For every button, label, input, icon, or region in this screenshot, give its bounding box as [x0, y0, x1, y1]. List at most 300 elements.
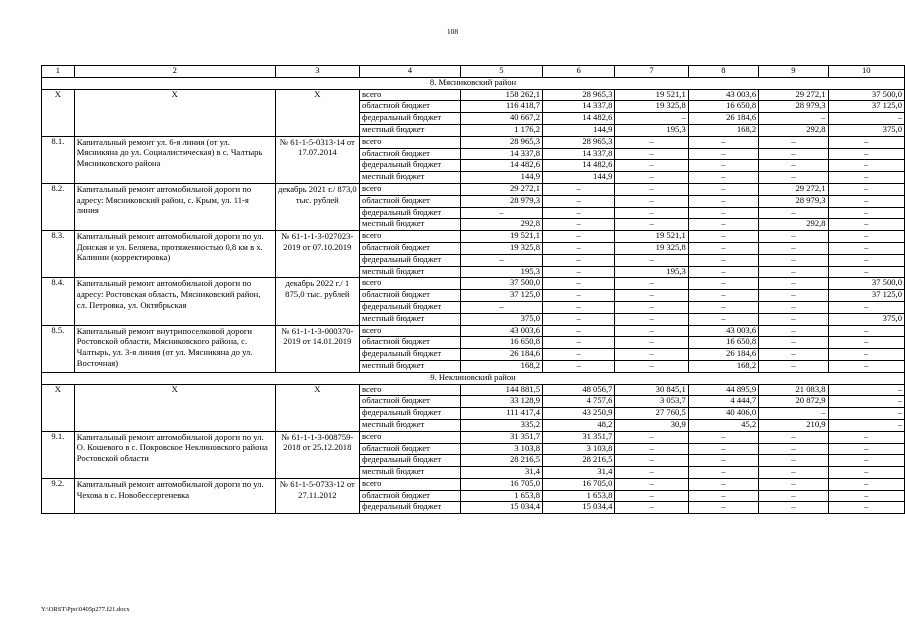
budget-type-cell: федеральный бюджет	[360, 113, 461, 125]
item-row	[42, 478, 905, 490]
amount-cell: –	[688, 278, 758, 290]
district-title: 8. Мясниковский район	[42, 77, 905, 89]
item-number-cell: 9.2.	[42, 478, 75, 513]
item-name-cell: Капитальный ремонт автомобильной дороги по ул. Чехова в с. Новобессергеневка	[74, 478, 275, 513]
amount-cell: –	[615, 290, 688, 302]
amount-cell: –	[615, 313, 688, 325]
table-body	[42, 66, 905, 514]
amount-cell: 37 500,0	[828, 89, 904, 101]
amount-cell: –	[759, 242, 828, 254]
header-cell: 2	[74, 66, 275, 78]
file-path-footer: Y:\ORST\Ppo\0405p277.f21.docx	[41, 606, 130, 613]
district-title-row	[42, 372, 905, 384]
header-cell: 9	[759, 66, 828, 78]
amount-cell: 195,3	[460, 266, 542, 278]
budget-type-cell: всего	[360, 136, 461, 148]
amount-cell: 14 482,6	[543, 160, 615, 172]
amount-cell: –	[615, 467, 688, 479]
amount-cell: –	[460, 254, 542, 266]
amount-cell: –	[828, 301, 904, 313]
amount-cell: –	[543, 290, 615, 302]
amount-cell: 28 965,3	[543, 89, 615, 101]
amount-cell: 1 653,8	[543, 490, 615, 502]
amount-cell: 28 216,5	[460, 455, 542, 467]
amount-cell: –	[759, 148, 828, 160]
amount-cell: 40 406,0	[688, 408, 758, 420]
total-num-cell: Х	[42, 89, 75, 136]
amount-cell: –	[828, 160, 904, 172]
amount-cell: 1 653,8	[460, 490, 542, 502]
district-total-row	[42, 384, 905, 396]
item-number-cell: 9.1.	[42, 431, 75, 478]
amount-cell: 33 128,9	[460, 396, 542, 408]
amount-cell: –	[615, 337, 688, 349]
amount-cell: 26 184,6	[460, 349, 542, 361]
amount-cell: –	[688, 231, 758, 243]
amount-cell: –	[688, 455, 758, 467]
total-name-cell: Х	[74, 89, 275, 136]
amount-cell: –	[828, 242, 904, 254]
amount-cell: 28 216,5	[543, 455, 615, 467]
amount-cell: 43 250,9	[543, 408, 615, 420]
amount-cell: –	[759, 278, 828, 290]
amount-cell: 195,3	[615, 124, 688, 136]
amount-cell: –	[828, 172, 904, 184]
amount-cell: 44 895,9	[688, 384, 758, 396]
total-doc-cell: Х	[275, 89, 359, 136]
amount-cell: 14 482,6	[543, 113, 615, 125]
amount-cell: 19 325,8	[615, 242, 688, 254]
amount-cell: –	[759, 478, 828, 490]
item-name-cell: Капитальный ремонт ул. 6-я линия (от ул. Мясникяна до ул. Социалистическая) в с. Чалтырь Мясниковского района	[74, 136, 275, 183]
amount-cell: 292,8	[759, 219, 828, 231]
budget-type-cell: федеральный бюджет	[360, 502, 461, 514]
amount-cell: –	[543, 207, 615, 219]
amount-cell: –	[615, 325, 688, 337]
amount-cell: 21 083,8	[759, 384, 828, 396]
amount-cell: –	[759, 490, 828, 502]
amount-cell: –	[828, 408, 904, 420]
amount-cell: 29 272,1	[759, 89, 828, 101]
amount-cell: –	[828, 148, 904, 160]
amount-cell: –	[759, 113, 828, 125]
amount-cell: –	[688, 443, 758, 455]
header-cell: 3	[275, 66, 359, 78]
item-row	[42, 136, 905, 148]
amount-cell: –	[828, 113, 904, 125]
item-number-cell: 8.2.	[42, 183, 75, 230]
amount-cell: –	[688, 136, 758, 148]
amount-cell: –	[543, 231, 615, 243]
amount-cell: 144,9	[543, 124, 615, 136]
amount-cell: –	[615, 455, 688, 467]
amount-cell: –	[615, 490, 688, 502]
budget-type-cell: областной бюджет	[360, 443, 461, 455]
amount-cell: –	[828, 136, 904, 148]
amount-cell: –	[688, 301, 758, 313]
district-title: 9. Неклиновский район	[42, 372, 905, 384]
amount-cell: –	[828, 349, 904, 361]
header-cell: 8	[688, 66, 758, 78]
amount-cell: 29 272,1	[759, 183, 828, 195]
amount-cell: 28 979,3	[759, 101, 828, 113]
budget-type-cell: всего	[360, 384, 461, 396]
amount-cell: 19 325,8	[460, 242, 542, 254]
budget-type-cell: федеральный бюджет	[360, 160, 461, 172]
budget-type-cell: областной бюджет	[360, 242, 461, 254]
item-document-cell: декабрь 2021 г./ 873,0 тыс. рублей	[275, 183, 359, 230]
funding-table	[41, 65, 905, 514]
amount-cell: 19 521,1	[615, 89, 688, 101]
total-name-cell: Х	[74, 384, 275, 431]
budget-type-cell: местный бюджет	[360, 360, 461, 372]
amount-cell: 16 650,8	[460, 337, 542, 349]
budget-type-cell: федеральный бюджет	[360, 207, 461, 219]
amount-cell: 37 125,0	[828, 290, 904, 302]
amount-cell: –	[543, 266, 615, 278]
amount-cell: –	[828, 266, 904, 278]
item-row	[42, 325, 905, 337]
item-document-cell: № 61-1-5-0313-14 от 17.07.2014	[275, 136, 359, 183]
amount-cell: –	[759, 431, 828, 443]
amount-cell: –	[759, 455, 828, 467]
amount-cell: –	[615, 207, 688, 219]
item-name-cell: Капитальный ремонт автомобильной дороги по ул. О. Кошевого в с. Покровское Неклиновского района Ростовской области	[74, 431, 275, 478]
amount-cell: 29 272,1	[460, 183, 542, 195]
item-row	[42, 183, 905, 195]
amount-cell: 28 965,3	[460, 136, 542, 148]
header-cell: 5	[460, 66, 542, 78]
district-total-row	[42, 89, 905, 101]
amount-cell: –	[615, 136, 688, 148]
amount-cell: –	[759, 467, 828, 479]
amount-cell: 37 125,0	[828, 101, 904, 113]
amount-cell: –	[615, 278, 688, 290]
amount-cell: 26 184,6	[688, 349, 758, 361]
amount-cell: –	[543, 301, 615, 313]
amount-cell: 27 760,5	[615, 408, 688, 420]
amount-cell: 43 003,6	[688, 325, 758, 337]
amount-cell: 144,9	[543, 172, 615, 184]
amount-cell: 30 845,1	[615, 384, 688, 396]
item-document-cell: № 61-1-1-3-000370-2019 от 14.01.2019	[275, 325, 359, 372]
amount-cell: 195,3	[615, 266, 688, 278]
amount-cell: –	[759, 254, 828, 266]
amount-cell: –	[759, 172, 828, 184]
header-row	[42, 66, 905, 78]
amount-cell: 40 667,2	[460, 113, 542, 125]
item-row	[42, 431, 905, 443]
amount-cell: –	[759, 502, 828, 514]
amount-cell: 31,4	[460, 467, 542, 479]
item-document-cell: декабрь 2022 г./ 1 875,0 тыс. рублей	[275, 278, 359, 325]
amount-cell: 335,2	[460, 419, 542, 431]
budget-type-cell: местный бюджет	[360, 172, 461, 184]
amount-cell: –	[828, 502, 904, 514]
budget-type-cell: всего	[360, 325, 461, 337]
amount-cell: 168,2	[688, 360, 758, 372]
amount-cell: –	[828, 207, 904, 219]
header-cell: 7	[615, 66, 688, 78]
amount-cell: –	[828, 325, 904, 337]
amount-cell: –	[688, 172, 758, 184]
budget-type-cell: всего	[360, 89, 461, 101]
item-name-cell: Капитальный ремонт автомобильной дороги по адресу: Мясниковский район, с. Крым, ул. 11-я линия	[74, 183, 275, 230]
amount-cell: –	[759, 313, 828, 325]
budget-type-cell: всего	[360, 431, 461, 443]
amount-cell: 210,9	[759, 419, 828, 431]
amount-cell: 43 003,6	[688, 89, 758, 101]
amount-cell: –	[688, 266, 758, 278]
amount-cell: 116 418,7	[460, 101, 542, 113]
amount-cell: 31,4	[543, 467, 615, 479]
amount-cell: 1 176,2	[460, 124, 542, 136]
amount-cell: 19 521,1	[460, 231, 542, 243]
amount-cell: –	[828, 467, 904, 479]
amount-cell: –	[759, 290, 828, 302]
amount-cell: –	[828, 195, 904, 207]
item-name-cell: Капитальный ремонт внутрипоселковой дороги Ростовской области, Мясниковского района, с. Чалтырь, ул. 3-я линия (от ул. Мясникяна до ул. Восточная)	[74, 325, 275, 372]
amount-cell: –	[460, 301, 542, 313]
amount-cell: –	[759, 360, 828, 372]
amount-cell: –	[828, 478, 904, 490]
amount-cell: –	[543, 219, 615, 231]
budget-type-cell: федеральный бюджет	[360, 455, 461, 467]
amount-cell: –	[615, 172, 688, 184]
amount-cell: 292,8	[759, 124, 828, 136]
budget-type-cell: всего	[360, 183, 461, 195]
amount-cell: –	[543, 242, 615, 254]
amount-cell: –	[688, 254, 758, 266]
amount-cell: 15 034,4	[460, 502, 542, 514]
amount-cell: –	[615, 113, 688, 125]
total-num-cell: Х	[42, 384, 75, 431]
amount-cell: 37 125,0	[460, 290, 542, 302]
item-number-cell: 8.4.	[42, 278, 75, 325]
amount-cell: –	[688, 148, 758, 160]
total-doc-cell: Х	[275, 384, 359, 431]
amount-cell: –	[543, 337, 615, 349]
amount-cell: –	[688, 183, 758, 195]
amount-cell: 48 056,7	[543, 384, 615, 396]
amount-cell: –	[543, 360, 615, 372]
amount-cell: –	[615, 195, 688, 207]
item-number-cell: 8.3.	[42, 231, 75, 278]
amount-cell: –	[543, 325, 615, 337]
amount-cell: 15 034,4	[543, 502, 615, 514]
amount-cell: 45,2	[688, 419, 758, 431]
amount-cell: –	[615, 301, 688, 313]
amount-cell: –	[759, 301, 828, 313]
item-document-cell: № 61-1-1-3-008759-2018 от 25.12.2018	[275, 431, 359, 478]
amount-cell: –	[688, 219, 758, 231]
header-cell: 1	[42, 66, 75, 78]
district-title-row	[42, 77, 905, 89]
amount-cell: 292,8	[460, 219, 542, 231]
amount-cell: 19 325,8	[615, 101, 688, 113]
amount-cell: –	[828, 419, 904, 431]
amount-cell: –	[688, 431, 758, 443]
amount-cell: –	[688, 160, 758, 172]
item-row	[42, 278, 905, 290]
amount-cell: 16 650,8	[688, 337, 758, 349]
amount-cell: –	[615, 478, 688, 490]
amount-cell: 4 757,6	[543, 396, 615, 408]
amount-cell: 144 881,5	[460, 384, 542, 396]
amount-cell: 3 103,8	[543, 443, 615, 455]
amount-cell: –	[543, 183, 615, 195]
amount-cell: –	[759, 325, 828, 337]
amount-cell: –	[759, 408, 828, 420]
budget-type-cell: всего	[360, 231, 461, 243]
budget-type-cell: местный бюджет	[360, 219, 461, 231]
header-cell: 10	[828, 66, 904, 78]
amount-cell: –	[828, 360, 904, 372]
amount-cell: –	[615, 431, 688, 443]
amount-cell: 20 872,9	[759, 396, 828, 408]
amount-cell: 16 650,8	[688, 101, 758, 113]
amount-cell: –	[828, 183, 904, 195]
amount-cell: –	[615, 443, 688, 455]
amount-cell: –	[828, 443, 904, 455]
amount-cell: 28 979,3	[460, 195, 542, 207]
amount-cell: –	[759, 160, 828, 172]
amount-cell: 16 705,0	[543, 478, 615, 490]
budget-type-cell: федеральный бюджет	[360, 301, 461, 313]
amount-cell: –	[759, 349, 828, 361]
amount-cell: –	[615, 349, 688, 361]
amount-cell: 14 337,8	[543, 148, 615, 160]
item-document-cell: № 61-1-5-0733-12 от 27.11.2012	[275, 478, 359, 513]
amount-cell: –	[828, 490, 904, 502]
amount-cell: 30,9	[615, 419, 688, 431]
amount-cell: 375,0	[828, 313, 904, 325]
amount-cell: 144,9	[460, 172, 542, 184]
amount-cell: –	[543, 313, 615, 325]
amount-cell: –	[828, 384, 904, 396]
amount-cell: –	[688, 242, 758, 254]
page-number: 108	[446, 27, 459, 36]
amount-cell: –	[828, 231, 904, 243]
amount-cell: –	[615, 160, 688, 172]
amount-cell: –	[828, 219, 904, 231]
amount-cell: 158 262,1	[460, 89, 542, 101]
amount-cell: 168,2	[688, 124, 758, 136]
amount-cell: 375,0	[828, 124, 904, 136]
budget-type-cell: областной бюджет	[360, 148, 461, 160]
budget-type-cell: всего	[360, 278, 461, 290]
amount-cell: 26 184,6	[688, 113, 758, 125]
amount-cell: 28 979,3	[759, 195, 828, 207]
amount-cell: 111 417,4	[460, 408, 542, 420]
amount-cell: –	[615, 219, 688, 231]
amount-cell: 375,0	[460, 313, 542, 325]
budget-type-cell: областной бюджет	[360, 396, 461, 408]
amount-cell: –	[688, 490, 758, 502]
budget-type-cell: федеральный бюджет	[360, 408, 461, 420]
budget-type-cell: областной бюджет	[360, 101, 461, 113]
amount-cell: 37 500,0	[460, 278, 542, 290]
amount-cell: 14 337,8	[460, 148, 542, 160]
amount-cell: 168,2	[460, 360, 542, 372]
amount-cell: –	[615, 502, 688, 514]
amount-cell: –	[828, 396, 904, 408]
amount-cell: –	[615, 148, 688, 160]
amount-cell: –	[543, 195, 615, 207]
amount-cell: –	[543, 278, 615, 290]
amount-cell: 4 444,7	[688, 396, 758, 408]
amount-cell: 43 003,6	[460, 325, 542, 337]
amount-cell: –	[759, 443, 828, 455]
amount-cell: –	[828, 431, 904, 443]
amount-cell: –	[543, 254, 615, 266]
amount-cell: 14 482,6	[460, 160, 542, 172]
amount-cell: –	[615, 254, 688, 266]
amount-cell: 48,2	[543, 419, 615, 431]
amount-cell: 16 705,0	[460, 478, 542, 490]
amount-cell: –	[688, 313, 758, 325]
budget-type-cell: федеральный бюджет	[360, 349, 461, 361]
amount-cell: –	[828, 455, 904, 467]
budget-type-cell: местный бюджет	[360, 419, 461, 431]
amount-cell: –	[688, 195, 758, 207]
amount-cell: –	[759, 231, 828, 243]
budget-type-cell: федеральный бюджет	[360, 254, 461, 266]
budget-type-cell: областной бюджет	[360, 290, 461, 302]
amount-cell: –	[615, 360, 688, 372]
amount-cell: 31 351,7	[543, 431, 615, 443]
amount-cell: –	[688, 467, 758, 479]
amount-cell: 31 351,7	[460, 431, 542, 443]
budget-type-cell: областной бюджет	[360, 490, 461, 502]
budget-type-cell: всего	[360, 478, 461, 490]
amount-cell: 19 521,1	[615, 231, 688, 243]
amount-cell: –	[759, 207, 828, 219]
item-number-cell: 8.5.	[42, 325, 75, 372]
amount-cell: –	[688, 207, 758, 219]
amount-cell: –	[460, 207, 542, 219]
header-cell: 6	[543, 66, 615, 78]
amount-cell: –	[543, 349, 615, 361]
amount-cell: –	[688, 290, 758, 302]
budget-type-cell: областной бюджет	[360, 195, 461, 207]
amount-cell: 3 053,7	[615, 396, 688, 408]
budget-type-cell: местный бюджет	[360, 313, 461, 325]
budget-type-cell: областной бюджет	[360, 337, 461, 349]
amount-cell: –	[828, 254, 904, 266]
amount-cell: –	[759, 337, 828, 349]
budget-type-cell: местный бюджет	[360, 124, 461, 136]
amount-cell: 37 500,0	[828, 278, 904, 290]
item-name-cell: Капитальный ремонт автомобильной дороги по адресу: Ростовская область, Мясниковский район, сл. Петровка, ул. Октябрьская	[74, 278, 275, 325]
amount-cell: –	[615, 183, 688, 195]
header-cell: 4	[360, 66, 461, 78]
item-number-cell: 8.1.	[42, 136, 75, 183]
amount-cell: –	[828, 337, 904, 349]
amount-cell: –	[759, 266, 828, 278]
item-row	[42, 231, 905, 243]
item-name-cell: Капитальный ремонт автомобильной дороги по ул. Донская и ул. Беляева, протяженностью 0,8 км в х. Калинин (корректировка)	[74, 231, 275, 278]
item-document-cell: № 61-1-1-3-027023-2019 от 07.10.2019	[275, 231, 359, 278]
budget-type-cell: местный бюджет	[360, 467, 461, 479]
amount-cell: –	[759, 136, 828, 148]
amount-cell: –	[688, 502, 758, 514]
amount-cell: 14 337,8	[543, 101, 615, 113]
amount-cell: –	[688, 478, 758, 490]
budget-type-cell: местный бюджет	[360, 266, 461, 278]
amount-cell: 28 965,3	[543, 136, 615, 148]
amount-cell: 3 103,8	[460, 443, 542, 455]
